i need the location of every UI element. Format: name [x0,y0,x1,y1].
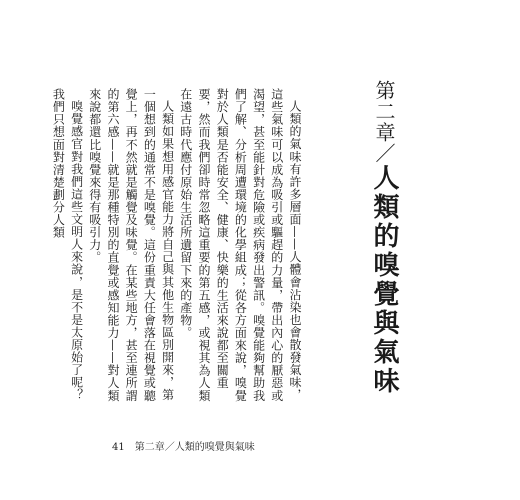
chapter-heading [366,80,403,396]
page-number: 41 [112,442,125,453]
chapter-title: 人類的嗅覺與氣味 [369,164,399,396]
paragraph-3: 嗅覺感官對我們這些文明人來說，是不是太原始了呢？我們只想面對清楚劃分人類 [51,88,84,402]
page-footer [112,438,255,453]
paragraph-1: 人類的氣味有許多層面——人體會沾染也會散發氣味，這些氣味可以成為吸引或驅趕的力量，帶出內心的厭惡或渴望，甚至能針對危險或疾病發出警訊。嗅覺能夠幫助我們了解、分析周遭環境的化學組成；從各方面來說，嗅覺對於人類是否能安全、健康、快樂的生活來說都至關重要，然而我們卻時常忽略這重要的第五感，或視其為人類在遠古時代應付原始生活所遺留下來的產物。 [178,88,302,402]
running-head: 第二章／人類的嗅覺與氣味 [134,442,255,453]
chapter-number: 第二章／ [372,80,396,164]
paragraph-2: 人類如果想用感官能力將自己與其他生物區別開來，第一個想到的通常不是嗅覺。這份重責大任會落在視覺或聽覺上，再不然就是觸覺及味覺。在某些地方，甚至連所謂的第六感——就是那種特別的直覺或感知能力——對人類來說都還比嗅覺來得有吸引力。 [87,88,175,402]
body-text [51,88,304,406]
